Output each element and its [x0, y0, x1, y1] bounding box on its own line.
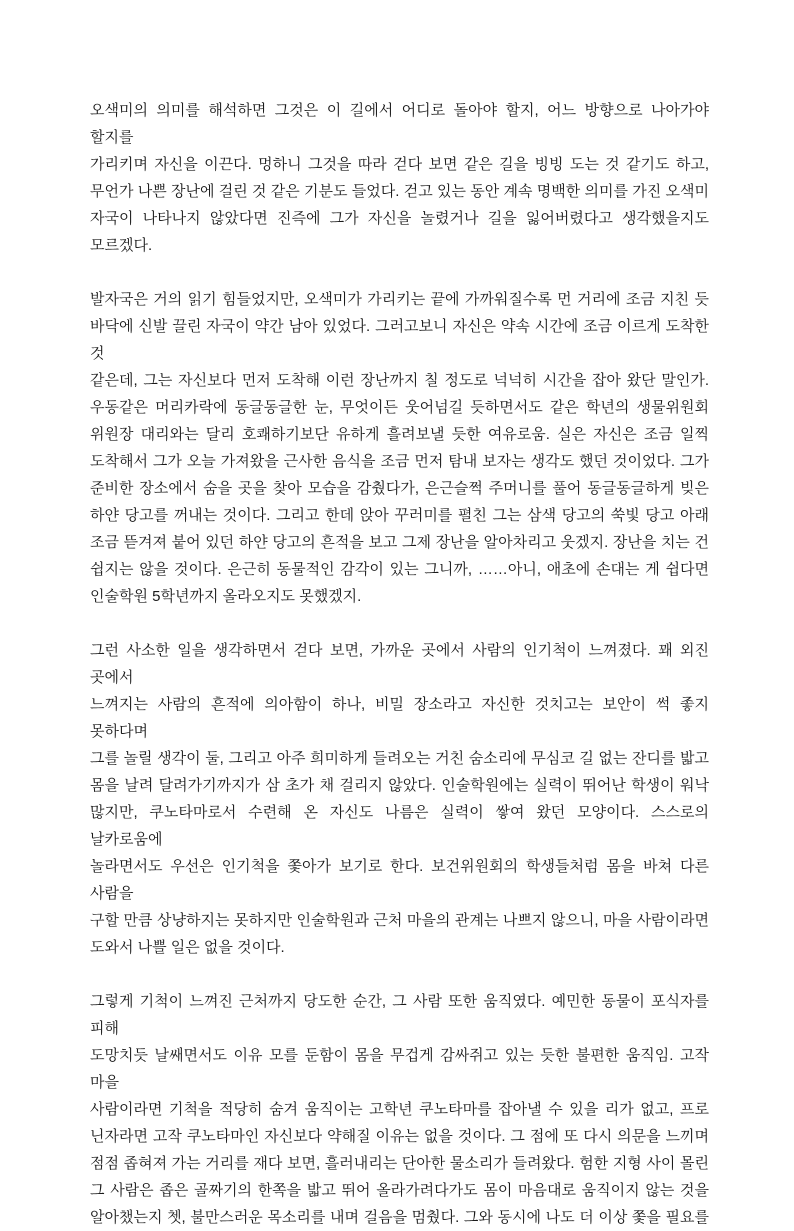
text-line: 쉽지는 않을 것이다. 은근히 동물적인 감각이 있는 그니까, ……아니, 애초에 손대는 게 쉽다면 [90, 561, 709, 578]
text-line: 가리키며 자신을 이끈다. 멍하니 그것을 따라 걷다 보면 같은 길을 빙빙 도는 것 같기도 하고, [90, 156, 709, 173]
text-line: 도와서 나쁠 일은 없을 것이다. [90, 939, 285, 956]
text-line: 사람이라면 기척을 적당히 숨겨 움직이는 고학년 쿠노타마를 잡아낼 수 있을 리가 없고, 프로 [90, 1101, 709, 1118]
text-line: 모르겠다. [90, 237, 153, 254]
text-line: 알아챘는지 쳇, 불만스러운 목소리를 내며 걸음을 멈췄다. 그와 동시에 나도 더 이상 쫓을 필요를 [90, 1209, 709, 1226]
text-line: 그렇게 기척이 느껴진 근처까지 당도한 순간, 그 사람 또한 움직였다. 예민한 동물이 포식자를 피해 [90, 993, 709, 1037]
text-line: 인술학원 5학년까지 올라오지도 못했겠지. [90, 588, 362, 605]
text-line: 발자국은 거의 읽기 힘들었지만, 오색미가 가리키는 끝에 가까워질수록 먼 거리에 조금 지친 듯 [90, 291, 709, 308]
text-line: 같은데, 그는 자신보다 먼저 도착해 이런 장난까지 칠 정도로 넉넉히 시간을 잡아 왔단 말인가. [90, 372, 709, 389]
text-line: 오색미의 의미를 해석하면 그것은 이 길에서 어디로 돌아야 할지, 어느 방향으로 나아가야 할지를 [90, 102, 709, 146]
text-line: 느껴지는 사람의 흔적에 의아함이 하나, 비밀 장소라고 자신한 것치고는 보안이 썩 좋지 못하다며 [90, 696, 709, 740]
text-line: 위원장 대리와는 달리 호쾌하기보단 유하게 흘려보낼 듯한 여유로움. 실은 자신은 조금 일찍 [90, 426, 709, 443]
text-line: 그런 사소한 일을 생각하면서 걷다 보면, 가까운 곳에서 사람의 인기척이 느껴졌다. 꽤 외진 곳에서 [90, 642, 709, 686]
text-line: 조금 뜯겨져 붙어 있던 하얀 당고의 흔적을 보고 그제 장난을 알아차리고 웃겠지. 장난을 치는 건 [90, 534, 709, 551]
text-line: 구할 만큼 상냥하지는 못하지만 인술학원과 근처 마을의 관계는 나쁘지 않으니, 마을 사람이라면 [90, 912, 709, 929]
text-line: 바닥에 신발 끌린 자국이 약간 남아 있었다. 그러고보니 자신은 약속 시간에 조금 이르게 도착한 것 [90, 318, 709, 362]
text-line: 자국이 나타나지 않았다면 진즉에 그가 자신을 놀렸거나 길을 잃어버렸다고 생각했을지도 [90, 210, 709, 227]
paragraph-1 [90, 97, 709, 259]
text-line: 무언가 나쁜 장난에 걸린 것 같은 기분도 들었다. 걷고 있는 동안 계속 명백한 의미를 가진 오색미 [90, 183, 709, 200]
paragraph-4 [90, 988, 709, 1231]
text-line: 도망치듯 날쌔면서도 이유 모를 둔함이 몸을 무겁게 감싸쥐고 있는 듯한 불편한 움직임. 고작 마을 [90, 1047, 709, 1091]
text-line: 우동같은 머리카락에 동글동글한 눈, 무엇이든 웃어넘길 듯하면서도 같은 학년의 생물위원회 [90, 399, 709, 416]
text-line: 하얀 당고를 꺼내는 것이다. 그리고 한데 앉아 꾸러미를 펼친 그는 삼색 당고의 쑥빛 당고 아래 [90, 507, 709, 524]
text-line: 그 사람은 좁은 골짜기의 한쪽을 밟고 뛰어 올라가려다가도 몸이 마음대로 움직이지 않는 것을 [90, 1182, 709, 1199]
text-line: 닌자라면 고작 쿠노타마인 자신보다 약해질 이유는 없을 것이다. 그 점에 또 다시 의문을 느끼며 [90, 1128, 709, 1145]
text-line: 도착해서 그가 오늘 가져왔을 근사한 음식을 조금 먼저 탐내 보자는 생각도 했던 것이었다. 그가 [90, 453, 709, 470]
text-line: 준비한 장소에서 숨을 곳을 찾아 모습을 감췄다가, 은근슬쩍 주머니를 풀어 동글동글하게 빚은 [90, 480, 709, 497]
text-line: 놀라면서도 우선은 인기척을 쫓아가 보기로 한다. 보건위원회의 학생들처럼 몸을 바쳐 다른 사람을 [90, 858, 709, 902]
text-line: 점점 좁혀져 가는 거리를 재다 보면, 흘러내리는 단아한 물소리가 들려왔다. 험한 지형 사이 몰린 [90, 1155, 709, 1172]
text-line: 많지만, 쿠노타마로서 수련해 온 자신도 나름은 실력이 쌓여 왔던 모양이다. 스스로의 날카로움에 [90, 804, 709, 848]
text-line: 그를 놀릴 생각이 둘, 그리고 아주 희미하게 들려오는 거친 숨소리에 무심코 길 없는 잔디를 밟고 [90, 750, 709, 767]
paragraph-2 [90, 286, 709, 610]
text-line: 몸을 날려 달려가기까지가 삼 초가 채 걸리지 않았다. 인술학원에는 실력이 뛰어난 학생이 워낙 [90, 777, 709, 794]
paragraph-3 [90, 637, 709, 961]
